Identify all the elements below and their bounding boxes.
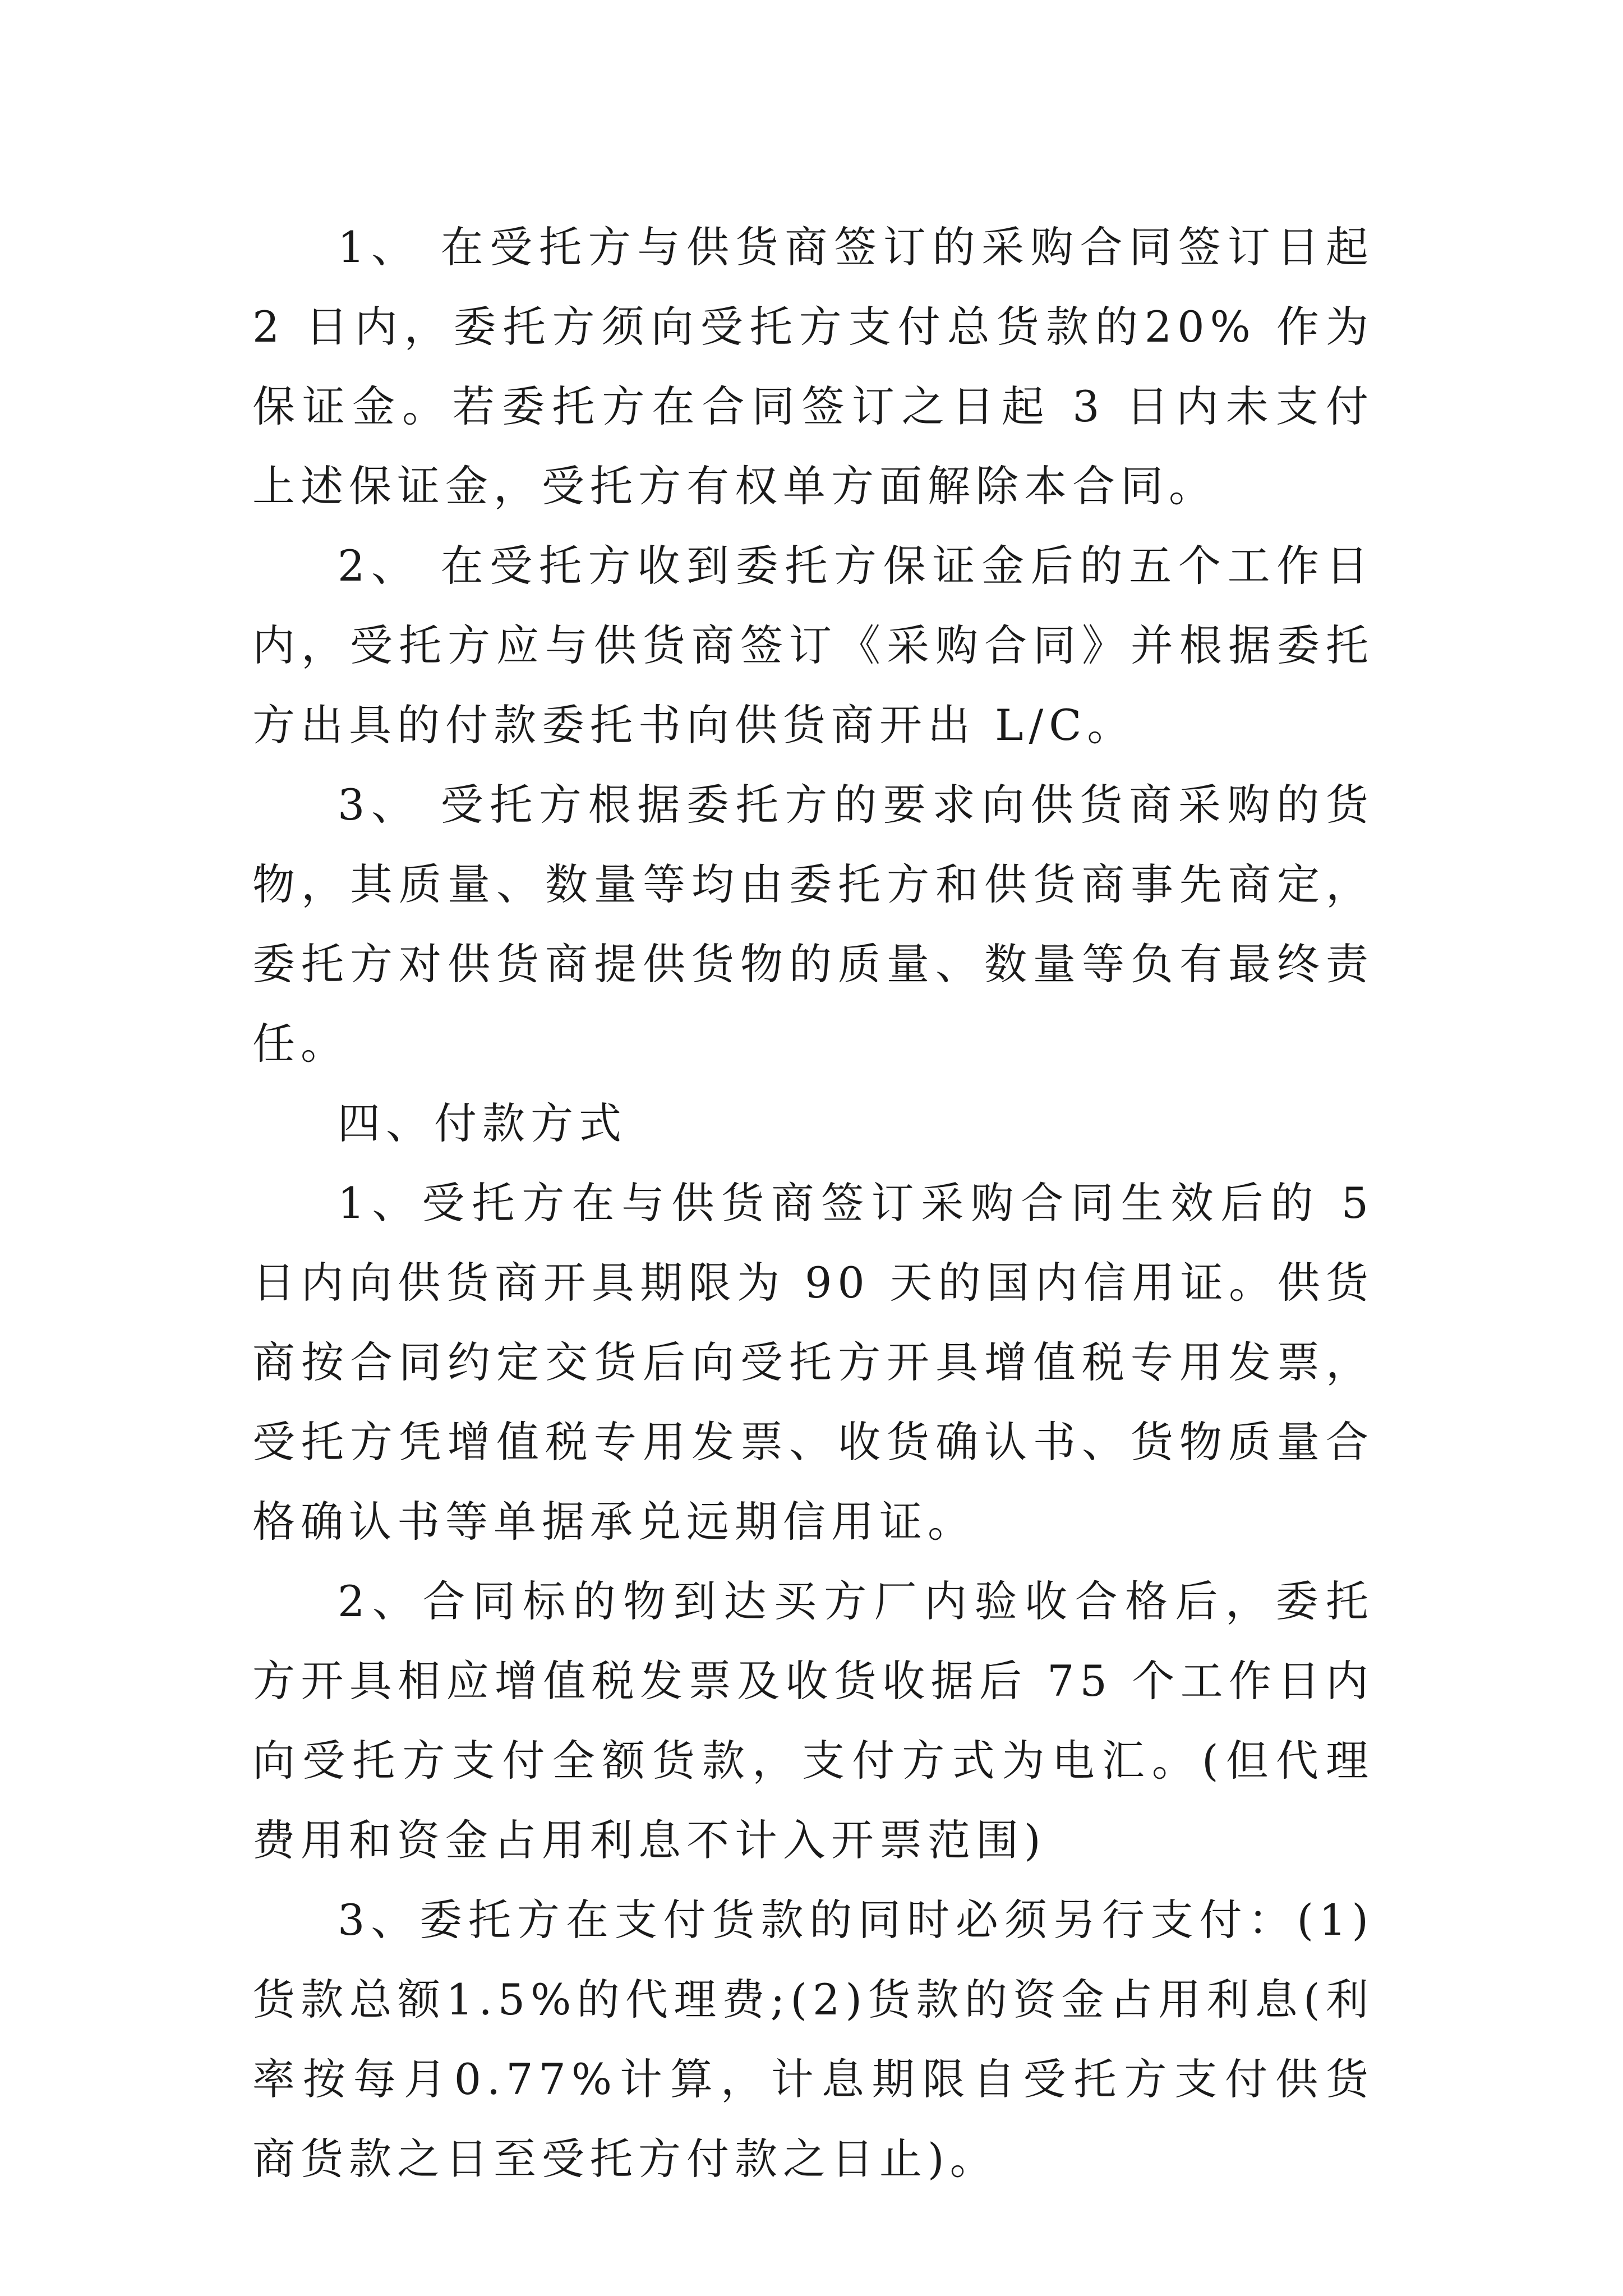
clause-paragraph-3: 3、 受托方根据委托方的要求向供货商采购的货物，其质量、数量等均由委托方和供货商事先商定，委托方对供货商提供货物的质量、数量等负有最终责任。 xyxy=(252,780,1374,1069)
document-body xyxy=(252,208,1374,2199)
clause-paragraph-1: 1、 在受托方与供货商签订的采购合同签订日起 2 日内，委托方须向受托方支付总货款的20% 作为保证金。若委托方在合同签订之日起 3 日内未支付上述保证金，受托方有权单方面解除本合同。 xyxy=(252,222,1374,511)
clause-paragraph-2: 2、 在受托方收到委托方保证金后的五个工作日内，受托方应与供货商签订《采购合同》并根据委托方出具的付款委托书向供货商开出 L/C。 xyxy=(252,541,1374,750)
payment-paragraph-1: 1、受托方在与供货商签订采购合同生效后的 5 日内向供货商开具期限为 90 天的国内信用证。供货商按合同约定交货后向受托方开具增值税专用发票，受托方凭增值税专用发票、收货确认书、货物质量合格确认书等单据承兑远期信用证。 xyxy=(252,1178,1374,1547)
payment-paragraph-3: 3、委托方在支付货款的同时必须另行支付：(1)货款总额1.5%的代理费;(2)货款的资金占用利息(利率按每月0.77%计算，计息期限自受托方支付供货商货款之日至受托方付款之日止)。 xyxy=(252,1895,1374,2184)
section-heading-payment: 四、付款方式 xyxy=(338,1098,627,1148)
payment-paragraph-2: 2、合同标的物到达买方厂内验收合格后，委托方开具相应增值税发票及收货收据后 75 个工作日内向受托方支付全额货款，支付方式为电汇。(但代理费用和资金占用利息不计入开票范围) xyxy=(252,1576,1374,1865)
